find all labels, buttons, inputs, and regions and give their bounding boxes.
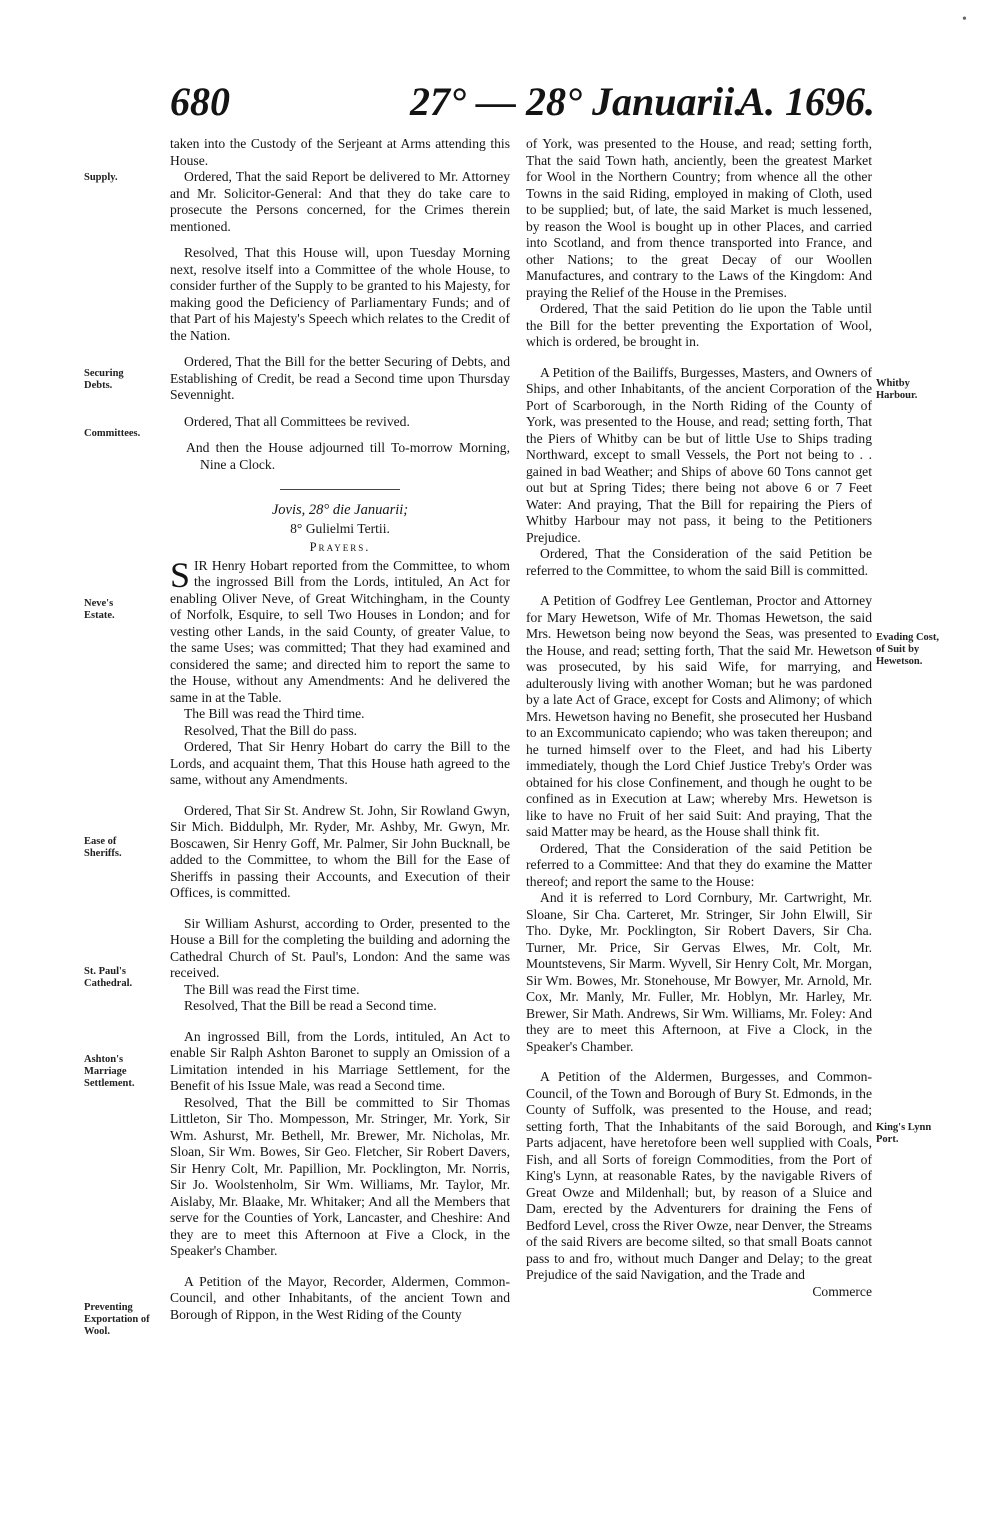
header-date: 27° — 28° Januarii. — [410, 79, 745, 124]
paragraph: Resolved, That the Bill do pass. — [184, 722, 358, 738]
day-heading: Jovis, 28° die Januarii; — [271, 502, 409, 518]
margin-note-securing-debts: Securing Debts. — [84, 368, 124, 391]
paragraph: Ordered, That the Bill for the better Securing of Debts, and Establishing of Credit, be read a Second time upon Thursday Sevennight. — [170, 354, 510, 402]
paragraph: Resolved, That this House will, upon Tuesday Morning next, resolve itself into a Committee of the whole House, to consider further of the Supply to be granted to his Majesty, for making good the Deficiency of Parliamentary Funds; and of that Part of his Majesty's Speech which relates to the Credit of the Nation. — [170, 245, 510, 343]
section-divider — [280, 489, 400, 490]
paragraph: A Petition of the Aldermen, Burgesses, and Common-Council, of the Town and Borough of Bury St. Edmonds, in the County of Suffolk, was presented to the House, and read; setting forth, That the Inhabitants of the said Borough, and Parts adjacent, have heretofore been well supplied with Coals, Fish, and all Sorts of foreign Commodities, from the Port of King's Lynn, at reasonable Rates, by the navigable Rivers of Great Owze and Mildenhall; but, by reason of a Sluice and Dam, erected by the Adventurers for draining the Fens of Bedford Level, cross the River Owze, near Denver, the Streams of the said Rivers are become silted, so that small Boats cannot pass to and fro, without much Danger and Delay; to the great Prejudice of the said Navigation, and the Trade and — [526, 1069, 872, 1282]
left-column — [170, 136, 510, 1323]
margin-note-supply: Supply. — [84, 172, 118, 183]
margin-note-preventing-exportation: Preventing Exportation of Wool. — [84, 1302, 150, 1337]
margin-note-kings-lynn: King's Lynn Port. — [876, 1122, 932, 1145]
paragraph: Ordered, That all Committees be revived. — [184, 413, 410, 429]
paragraph: Sir William Ashurst, according to Order, presented to the House a Bill for the completing the building and adorning the Cathedral Church of St. Paul's, London: And the same was received. — [170, 915, 510, 980]
paragraph: IR Henry Hobart reported from the Committee, to whom the ingrossed Bill from the Lords, intituled, An Act for enabling Oliver Neve, of Great Witchingham, in the County of Norfolk, Esquire, to sell Two Houses in London; and for vesting other Lands, in the said County, of greater Value, to the same Uses; was committed; That they had examined and considered the same; and directed him to report the same to the House, without any Amendments: And he delivered the same in at the Table. — [170, 557, 510, 705]
header-year: A. 1696. — [738, 79, 875, 124]
paragraph: A Petition of Godfrey Lee Gentleman, Proctor and Attorney for Mary Hewetson, Wife of Mr. Thomas Hewetson, the said Mrs. Hewetson being now beyond the Seas, was presented to the House, and read; setting forth, That the said Mr. Hewetson was prosecuted, by his said Wife, for marrying, and adulterously living with another Woman; but he was pardoned by a late Act of Grace, except for Costs and Alimony; of which Mrs. Hewetson having no Benefit, she prosecuted her Husband to an Excommunicato capiendo; who was taken thereupon; and he turned himself over to the Fleet, and had his Liberty immediately, though the Lord Chief Justice Treby's Order was obtained for his close Confinement, and though he ought to be confined as in Execution at Law; whereby Mrs. Hewetson is like to have no Fruit of her said Suit: And praying, That the said Matter may be heard, as the House shall think fit. — [526, 593, 872, 839]
margin-note-st-pauls: St. Paul's Cathedral. — [84, 966, 133, 989]
prayers-heading: Prayers. — [309, 540, 371, 554]
drop-cap: S — [170, 554, 191, 595]
paragraph: Resolved, That the Bill be committed to Sir Thomas Littleton, Sir Tho. Mompesson, Mr. Stringer, Mr. York, Sir Wm. Ashurst, Mr. Bethell, Mr. Brewer, Mr. Nicholas, Mr. Sloan, Sir Wm. Bowes, Sir Geo. Fletcher, Sir Robert Davers, Sir Henry Colt, Mr. Papillion, Mr. Pocklington, Mr. Norris, Sir Jo. Woolstenholm, Sir Wm. Williams, Mr. Taylor, Mr. Aislaby, Mr. Blaake, Mr. Whitaker; And all the Members that serve for the Counties of York, Lancaster, and Cheshire: And they are to meet this Afternoon at Five a Clock, in the Speaker's Chamber. — [170, 1094, 510, 1258]
paragraph: An ingrossed Bill, from the Lords, intituled, An Act to enable Sir Ralph Ashton Baronet to supply an Omission of a Limitation intended in his Marriage Settlement, for the Benefit of his Issue Male, was read a Second time. — [170, 1028, 510, 1093]
paragraph: A Petition of the Mayor, Recorder, Aldermen, Common-Council, and other Inhabitants, of the ancient Town and Borough of Rippon, in the West Riding of the County — [170, 1273, 510, 1322]
paragraph: And it is referred to Lord Cornbury, Mr. Cartwright, Mr. Sloane, Sir Cha. Carteret, Mr. Stringer, Sir John Elwill, Sir Tho. Dyke, Mr. Pocklington, Sir Robert Davers, Sir Cha. Turner, Mr. Price, Sir Gervas Elwes, Mr. Colt, Mr. Mountstevens, Sir Marm. Wyvell, Sir Henry Colt, Mr. Morgan, Sir Wm. Bowes, Mr. Stonehouse, Mr Bowyer, Mr. Arnold, Mr. Cox, Mr. Manly, Mr. Fuller, Mr. Hoblyn, Mr. Harley, Mr. Brewer, Sir Math. Andrews, Sir Wm. Williams, Mr. Foley: And they are to meet this Afternoon, at Five a Clock, in the Speaker's Chamber. — [526, 890, 872, 1054]
paragraph: Ordered, That Sir Henry Hobart do carry the Bill to the Lords, and acquaint them, That this House hath agreed to the same, without any Amendments. — [170, 739, 510, 787]
adjournment: And then the House adjourned till To-morrow Morning, Nine a Clock. — [186, 440, 510, 472]
margin-note-neve-estate: Neve's Estate. — [84, 598, 115, 621]
margin-note-whitby: Whitby Harbour. — [876, 378, 918, 401]
paragraph: Ordered, That the said Petition do lie upon the Table until the Bill for the better preventing the Exportation of Wool, which is ordered, be brought in. — [526, 301, 872, 349]
right-column — [526, 136, 872, 1300]
paragraph: taken into the Custody of the Serjeant at Arms attending this House. — [170, 136, 510, 168]
margin-note-evading-cost: Evading Cost, of Suit by Hewetson. — [876, 632, 940, 667]
page-speck: • — [962, 12, 967, 27]
paragraph: Ordered, That the Consideration of the said Petition be referred to a Committee: And that they do examine the Matter thereof; and report the same to the House: — [526, 840, 872, 889]
paragraph: The Bill was read the First time. — [184, 981, 360, 997]
margin-note-committees: Committees. — [84, 428, 141, 439]
paragraph: Ordered, That the said Report be delivered to Mr. Attorney and Mr. Solicitor-General: And that they do take care to prosecute the Persons concerned, for the Crimes therein mentioned. — [170, 169, 510, 234]
paragraph: Ordered, That Sir St. Andrew St. John, Sir Rowland Gwyn, Sir Mich. Biddulph, Mr. Ryder, Mr. Ashby, Mr. Gwyn, Mr. Boscawen, Sir Henry Goff, Mr. Palmer, Sir John Bucknall, be added to the Committee, to whom the Bill for the Ease of Sheriffs in passing their Accounts, and Execution of their Offices, is committed. — [170, 802, 510, 900]
paragraph: Ordered, That the Consideration of the said Petition be referred to the Committee, to whom the said Bill is committed. — [526, 546, 872, 578]
margin-note-ashton: Ashton's Marriage Settlement. — [84, 1054, 135, 1089]
paragraph: The Bill was read the Third time. — [184, 706, 365, 721]
regnal-year: 8° Gulielmi Tertii. — [290, 520, 390, 536]
paragraph: of York, was presented to the House, and read; setting forth, That the said Town hath, anciently, been the greatest Market for Wool in the Northern Country; from whence all the other Towns in the said Riding, employed in making of Cloth, used to be supplied; but, of late, the said Market is much lessened, by reason the Wool is bought up in other Places, and carried into Scotland, and from thence transported into France, and other Nations; to the great Decay of our Woollen Manufactures, and contrary to the Laws of the Kingdom: And praying the Relief of the House in the Premises. — [526, 136, 872, 300]
paragraph: A Petition of the Bailiffs, Burgesses, Masters, and Owners of Ships, and other Inhabitants, of the ancient Corporation of the Port of Scarborough, in the North Riding of the County of York, was presented to the House, and read; setting forth, That the Piers of Whitby can be but of little Use to Ships trading Northward, except to small Vessels, the Port not being to . . gained in bad Weather; and Ships of above 60 Tons cannot get out but at Spring Tides; there being not above 6 or 7 Feet Water: And praying, That the Bill for repairing the Piers of Whitby Harbour may not pass, it being to the Petitioners Prejudice. — [526, 364, 872, 545]
page-number: 680 — [170, 79, 230, 124]
margin-note-ease-of-sheriffs: Ease of Sheriffs. — [84, 836, 122, 859]
paragraph: Resolved, That the Bill be read a Second time. — [184, 998, 437, 1013]
running-header — [170, 78, 875, 128]
catchword: Commerce — [812, 1283, 872, 1299]
